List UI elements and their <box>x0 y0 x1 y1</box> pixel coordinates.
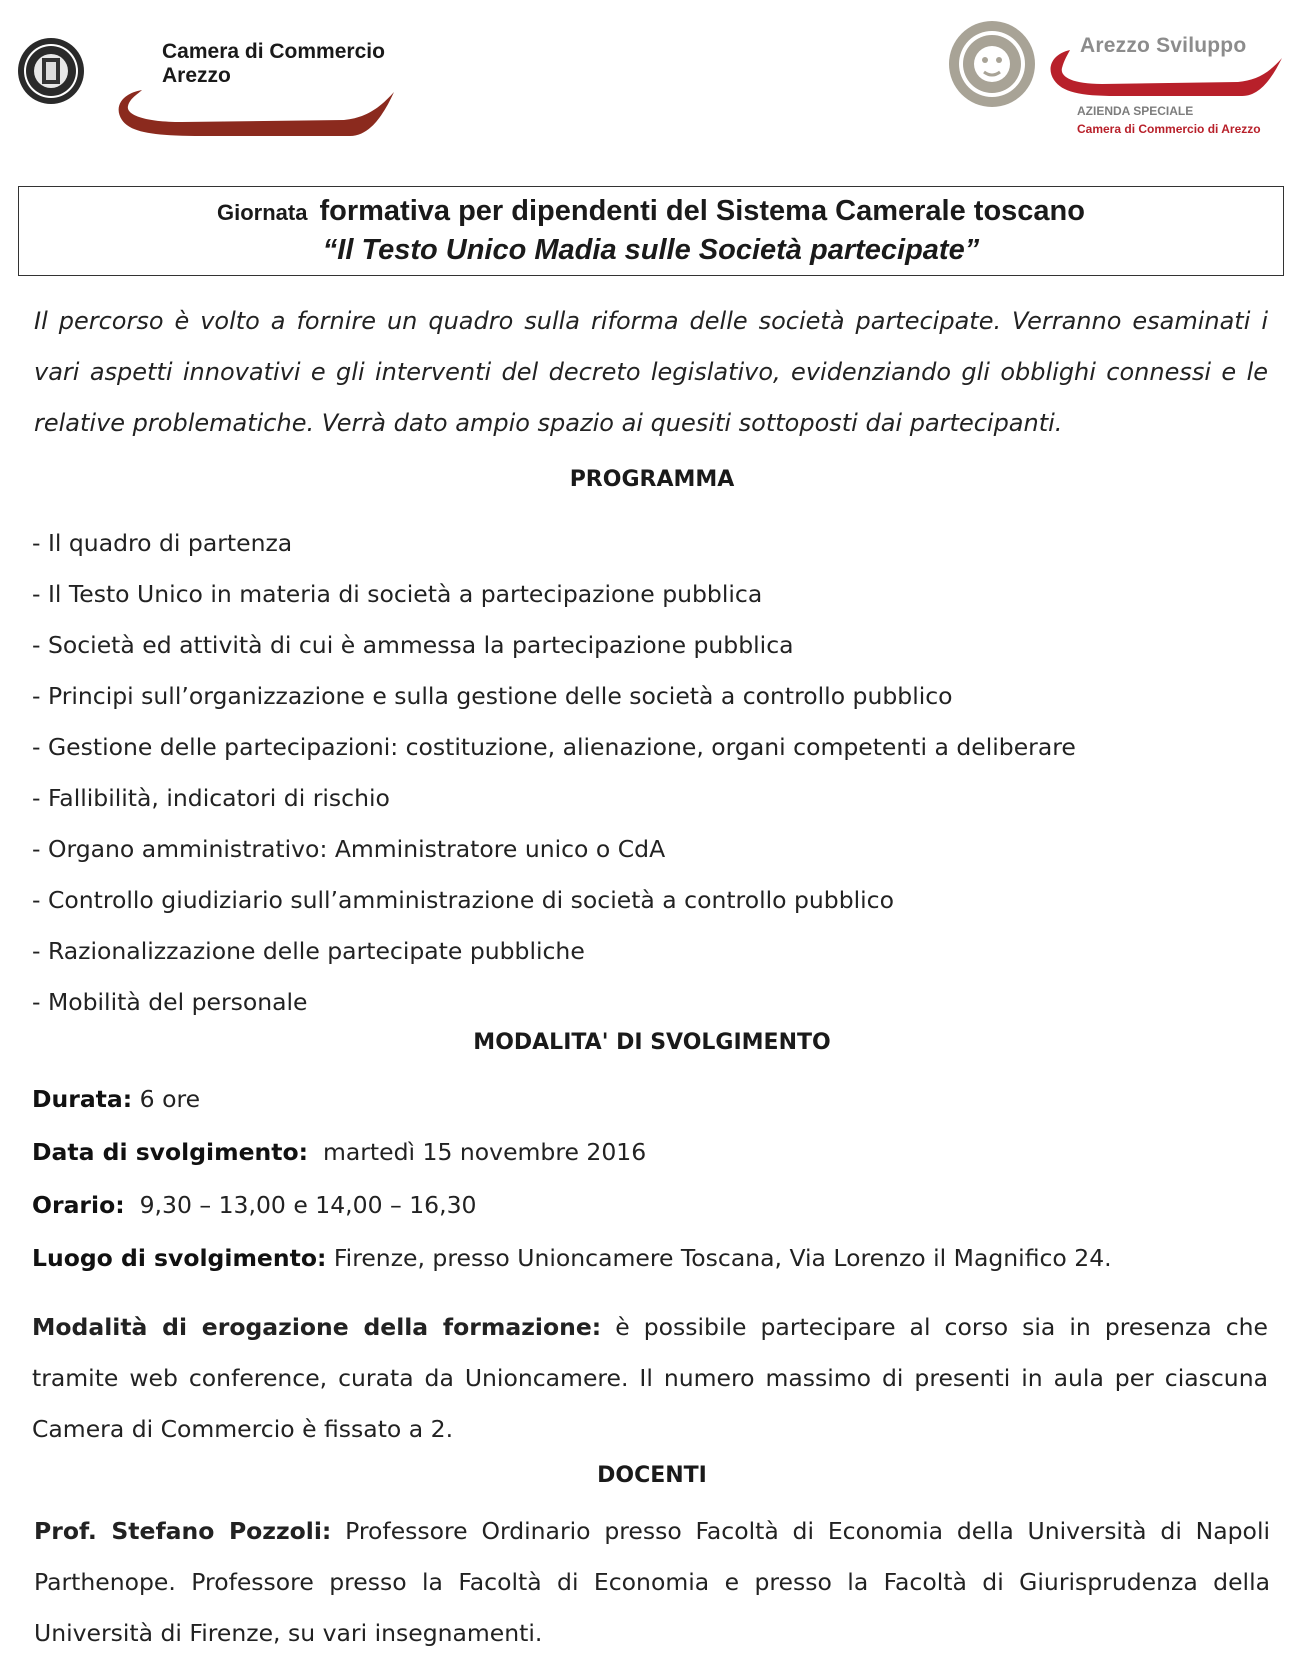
orario-value: 9,30 – 13,00 e 14,00 – 16,30 <box>139 1191 477 1219</box>
list-item: - Controllo giudiziario sull’amministrazione di società a controllo pubblico <box>32 886 894 914</box>
title-prefix: Giornata <box>217 200 308 225</box>
modalita-heading: MODALITA' DI SVOLGIMENTO <box>473 1030 831 1055</box>
camera-commercio-subtitle: Camera di Commercio di Arezzo <box>1077 122 1261 136</box>
title-box <box>18 186 1284 276</box>
brown-swoosh-icon <box>112 78 402 144</box>
list-item: - Razionalizzazione delle partecipate pubbliche <box>32 937 585 965</box>
azienda-speciale-label: AZIENDA SPECIALE <box>1077 104 1194 118</box>
document-title <box>19 193 1283 231</box>
list-item: - Il quadro di partenza <box>32 529 293 557</box>
data-label: Data di svolgimento: <box>32 1138 309 1166</box>
luogo-value: Firenze, presso Unioncamere Toscana, Via Lorenzo il Magnifico 24. <box>333 1244 1112 1272</box>
erogazione-label: Modalità di erogazione della formazione: <box>32 1313 602 1341</box>
arezzo-sviluppo-logo <box>946 16 1286 146</box>
luogo-row <box>32 1233 1112 1284</box>
list-item: - Società ed attività di cui è ammessa la partecipazione pubblica <box>32 631 794 659</box>
camera-commercio-logo <box>16 18 416 128</box>
erogazione-paragraph <box>32 1302 1268 1455</box>
list-item: - Organo amministrativo: Amministratore unico o CdA <box>32 835 666 863</box>
orario-row <box>32 1180 477 1231</box>
docente-bio: Professore Ordinario presso Facoltà di Economia della Università di Napoli Parthenope. Professore presso la Facoltà di Economia e presso la Facoltà di Giurisprudenza della Università di Firenze, su vari insegnamenti. <box>34 1517 1270 1647</box>
data-row <box>32 1127 646 1178</box>
data-value: martedì 15 novembre 2016 <box>322 1138 647 1166</box>
title-main: formativa per dipendenti del Sistema Camerale toscano <box>319 195 1085 227</box>
list-item: - Il Testo Unico in materia di società a partecipazione pubblica <box>32 580 763 608</box>
logo-name-line1: Camera di Commercio <box>162 40 385 63</box>
logo-name-line2: Arezzo <box>162 64 231 87</box>
document-subtitle: “Il Testo Unico Madia sulle Società partecipate” <box>322 234 980 266</box>
lion-emblem-icon <box>946 18 1038 110</box>
durata-value: 6 ore <box>139 1085 201 1113</box>
docenti-heading: DOCENTI <box>597 1463 707 1488</box>
list-item: - Mobilità del personale <box>32 988 308 1016</box>
docente-name: Prof. Stefano Pozzoli: <box>34 1517 332 1545</box>
list-item: - Principi sull’organizzazione e sulla gestione delle società a controllo pubblico <box>32 682 953 710</box>
durata-label: Durata: <box>32 1085 133 1113</box>
list-item: - Gestione delle partecipazioni: costituzione, alienazione, organi competenti a deliberare <box>32 733 1076 761</box>
erogazione-value: è possibile partecipare al corso sia in presenza che tramite web conference, curata da Unioncamere. Il numero massimo di presenti in aula per ciascuna Camera di Commercio è fissato a 2. <box>32 1313 1268 1443</box>
programma-heading: PROGRAMMA <box>569 467 735 492</box>
docente-paragraph <box>34 1506 1270 1659</box>
orario-label: Orario: <box>32 1191 125 1219</box>
programma-list <box>32 518 1076 1028</box>
durata-row <box>32 1074 200 1125</box>
list-item: - Fallibilità, indicatori di rischio <box>32 784 390 812</box>
luogo-label: Luogo di svolgimento: <box>32 1244 327 1272</box>
camera-commercio-seal-icon <box>16 36 86 106</box>
arezzo-sviluppo-title: Arezzo Sviluppo <box>1080 34 1247 57</box>
intro-paragraph: Il percorso è volto a fornire un quadro sulla riforma delle società partecipate. Verranno esaminati i vari aspetti innovativi e gli interventi del decreto legislativo, evidenziando gli obblighi connessi e le relative problematiche. Verrà dato ampio spazio ai quesiti sottoposti dai partecipanti. <box>34 307 1268 437</box>
